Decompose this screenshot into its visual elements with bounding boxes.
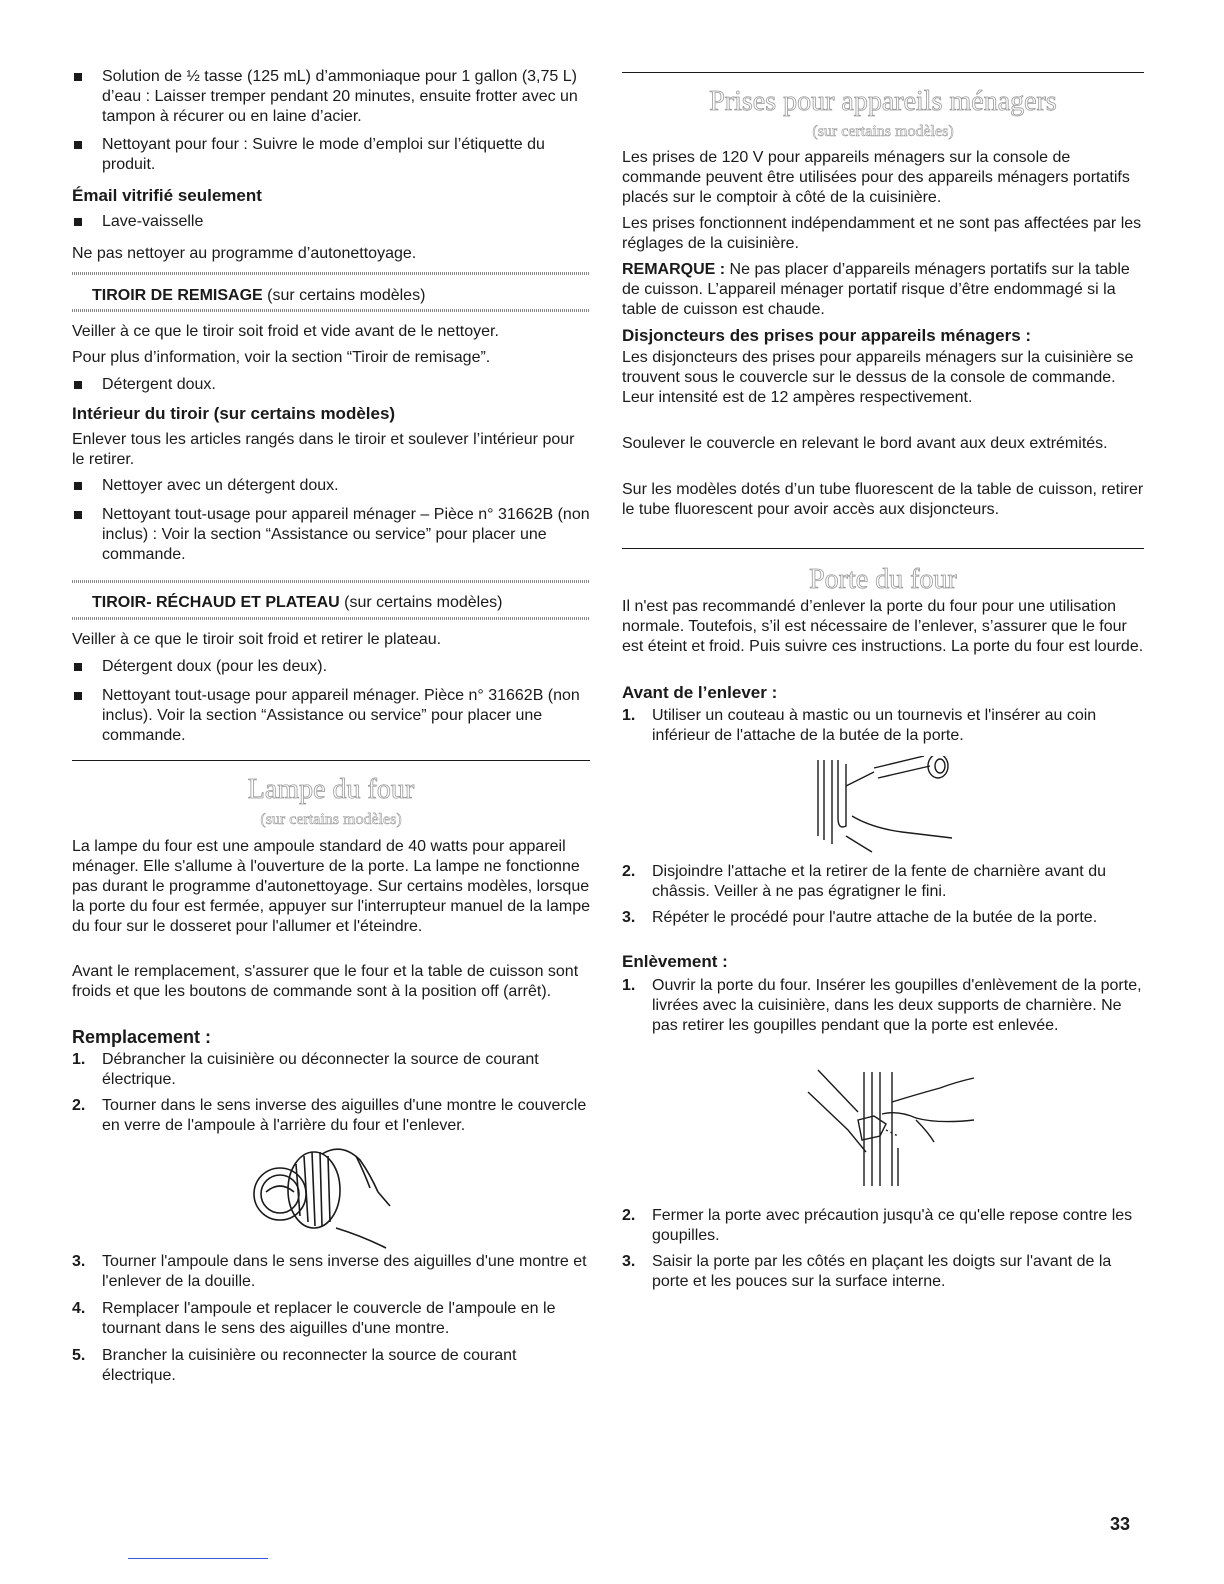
bullet-item: Nettoyer avec un détergent doux. [72, 476, 620, 496]
dotted-divider [72, 309, 590, 312]
step-item [72, 1252, 590, 1292]
step-number: 2. [622, 863, 636, 880]
section-rule [72, 760, 590, 761]
remplacement-heading: Remplacement : [72, 1027, 212, 1047]
remplacement-steps-a [72, 1050, 590, 1136]
bullet-item: Nettoyant pour four : Suivre le mode d’emploi sur l’étiquette du produit. [72, 135, 590, 175]
prises-subtitle: (sur certains modèles) [812, 123, 954, 140]
avant-heading: Avant de l’enlever : [622, 683, 778, 702]
step-text: Saisir la porte par les côtés en plaçant les doigts sur l'avant de la porte et les pouces sur la surface interne. [652, 1253, 1112, 1290]
step-number: 3. [622, 1253, 636, 1270]
tiroir-paragraph: Pour plus d’information, voir la section “Tiroir de remisage”. [72, 349, 491, 366]
enlevement-heading: Enlèvement : [622, 952, 728, 971]
page-number: 33 [1110, 1514, 1131, 1534]
dotted-divider [72, 580, 590, 583]
enlevement-steps-a [622, 976, 1144, 1036]
disjoncteurs-heading: Disjoncteurs des prises pour appareils ménagers : [622, 326, 1032, 345]
step-text: Disjoindre l'attache et la retirer de la fente de charnière avant du châssis. Veiller à ne pas égratigner le fini. [652, 863, 1106, 900]
tiroir-paragraph: Veiller à ce que le tiroir soit froid et vide avant de le nettoyer. [72, 323, 499, 340]
lampe-title: Lampe du four [247, 774, 415, 805]
prises-paragraph: Les prises fonctionnent indépendamment et ne sont pas affectées par les réglages de la cuisinière. [622, 215, 1142, 252]
step-item [622, 908, 1144, 928]
step-item [72, 1050, 590, 1090]
tiroir-remisage-heading [92, 286, 425, 306]
bullet-item: Détergent doux. [72, 375, 620, 395]
bottom-rule [128, 1558, 268, 1559]
rechaud-paragraph: Veiller à ce que le tiroir soit froid et retirer le plateau. [72, 631, 442, 648]
step-text: Utiliser un couteau à mastic ou un tournevis et l'insérer au coin inférieur de l'attache de la butée de la porte. [652, 707, 1097, 744]
lampe-paragraph: La lampe du four est une ampoule standard de 40 watts pour appareil ménager. Elle s'allume à l'ouverture de la porte. La lampe ne fonctionne pas durant le programme d'autonettoyage. Sur certains modèles, lorsque la porte du four est fermée, appuyer sur l'interrupteur manuel de la lampe du four sur le dosseret pour l'allumer et l'éteindre. [72, 838, 590, 935]
avant-steps-a [622, 706, 1144, 746]
step-text: Tourner l'ampoule dans le sens inverse des aiguilles d'une montre et l'enlever de la douille. [102, 1253, 587, 1290]
step-number: 2. [72, 1097, 86, 1114]
step-item [72, 1096, 590, 1136]
dotted-divider [72, 272, 590, 275]
enlevement-steps-b [622, 1206, 1144, 1292]
step-number: 1. [72, 1051, 86, 1068]
avant-steps-b [622, 862, 1144, 928]
step-number: 4. [72, 1300, 86, 1317]
step-item [622, 862, 1144, 902]
step-item [622, 706, 1144, 746]
step-number: 1. [622, 707, 636, 724]
section-rule [622, 72, 1144, 73]
remarque-paragraph [622, 260, 1144, 320]
step-item [622, 1206, 1144, 1246]
interior-paragraph: Enlever tous les articles rangés dans le tiroir et soulever l’intérieur pour le retirer. [72, 431, 575, 468]
step-number: 3. [72, 1253, 86, 1270]
section-rule [622, 548, 1144, 549]
prises-paragraph: Soulever le couvercle en relevant le bord avant aux deux extrémités. [622, 435, 1108, 452]
step-text: Débrancher la cuisinière ou déconnecter la source de courant électrique. [102, 1051, 539, 1088]
section-heading-note: (sur certains modèles) [339, 594, 503, 611]
step-text: Fermer la porte avec précaution jusqu'à ce qu'elle repose contre les goupilles. [652, 1207, 1133, 1244]
section-heading-note: (sur certains modèles) [262, 287, 426, 304]
remarque-label: REMARQUE : [622, 261, 726, 278]
bullet-item: Nettoyant tout-usage pour appareil ménager. Pièce n° 31662B (non inclus). Voir la section “Assistance ou service” pour placer une commande. [72, 686, 620, 746]
tiroir-rechaud-heading [92, 593, 502, 613]
step-item [72, 1299, 590, 1339]
section-heading-bold: TIROIR DE REMISAGE [92, 287, 263, 304]
bullet-item: Solution de ½ tasse (125 mL) d’ammoniaque pour 1 gallon (3,75 L) d’eau : Laisser tremper pendant 20 minutes, ensuite frotter avec un tampon à récurer ou en laine d’acier. [72, 67, 590, 127]
porte-title: Porte du four [809, 564, 957, 595]
remplacement-steps-b [72, 1252, 590, 1386]
lampe-subtitle: (sur certains modèles) [260, 811, 402, 828]
step-text: Brancher la cuisinière ou reconnecter la source de courant électrique. [102, 1347, 517, 1384]
bullet-item: Détergent doux (pour les deux). [72, 657, 620, 677]
step-text: Remplacer l'ampoule et replacer le couvercle de l'ampoule en le tournant dans le sens des aiguilles d'une montre. [102, 1300, 556, 1337]
prises-paragraph: Les disjoncteurs des prises pour appareils ménagers sur la cuisinière se trouvent sous le couvercle sur le dessus de la console de commande. Leur intensité est de 12 ampères respectivement. [622, 349, 1134, 406]
step-item [622, 976, 1144, 1036]
step-text: Tourner dans le sens inverse des aiguilles d'une montre le couvercle en verre de l'ampoule à l'arrière du four et l'enlever. [102, 1097, 587, 1134]
step-number: 2. [622, 1207, 636, 1224]
step-item [72, 1346, 590, 1386]
hinge-pin-illustration [788, 1062, 988, 1192]
bullet-item: Lave-vaisselle [72, 212, 620, 232]
prises-paragraph: Les prises de 120 V pour appareils ménagers sur la console de commande peuvent être utilisées pour des appareils ménagers portatifs placés sur le comptoir à côté de la cuisinière. [622, 149, 1130, 206]
step-text: Répéter le procédé pour l'autre attache de la butée de la porte. [652, 909, 1098, 926]
dotted-divider [72, 617, 590, 620]
prises-title: Prises pour appareils ménagers [709, 86, 1057, 117]
step-number: 3. [622, 909, 636, 926]
remarque-text: Ne pas placer d’appareils ménagers portatifs sur la table de cuisson. L’appareil ménager portatif risque d’être endommagé si la table de cuisson est chaude. [622, 261, 1130, 318]
intro-bullets [72, 67, 590, 175]
step-text: Ouvrir la porte du four. Insérer les goupilles d'enlèvement de la porte, livrées avec la cuisinière, dans les deux supports de charnière. Ne pas retirer les goupilles pendant que la porte est enlevée. [652, 977, 1142, 1034]
prises-paragraph: Sur les modèles dotés d’un tube fluorescent de la table de cuisson, retirer le tube fluorescent pour avoir accès aux disjoncteurs. [622, 481, 1144, 518]
step-number: 5. [72, 1347, 86, 1364]
porte-paragraph: Il n'est pas recommandé d’enlever la porte du four pour une utilisation normale. Toutefois, s’il est nécessaire de l’enlever, s’assurer que le four est éteint et froid. Puis suivre ces instructions. La porte du four est lourde. [622, 598, 1144, 655]
step-item [622, 1252, 1144, 1292]
bulb-cover-illustration [252, 1142, 412, 1254]
bullet-item: Nettoyant tout-usage pour appareil ménager – Pièce n° 31662B (non inclus) : Voir la section “Assistance ou service” pour placer une commande. [72, 505, 620, 565]
step-number: 1. [622, 977, 636, 994]
section-heading-bold: TIROIR- RÉCHAUD ET PLATEAU [92, 594, 340, 611]
email-note: Ne pas nettoyer au programme d’autonettoyage. [72, 245, 417, 262]
email-heading: Émail vitrifié seulement [72, 186, 262, 205]
interior-heading: Intérieur du tiroir (sur certains modèles) [72, 404, 396, 423]
lampe-paragraph: Avant le remplacement, s'assurer que le four et la table de cuisson sont froids et que les boutons de commande sont à la position off (arrêt). [72, 963, 579, 1000]
door-stop-clip-illustration [812, 756, 962, 856]
